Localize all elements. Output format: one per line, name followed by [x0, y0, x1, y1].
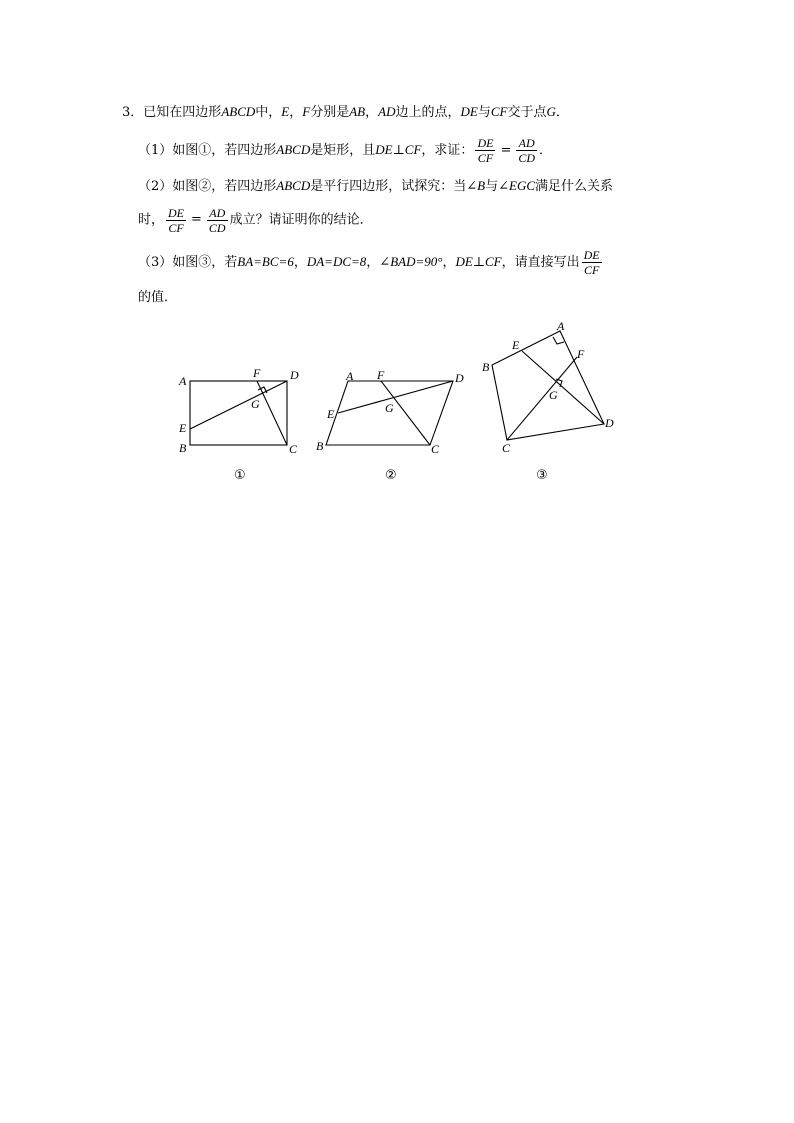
fig2-label-f: F	[377, 368, 385, 382]
fraction-ad-cd-2: $\frac{AD}{CD}$	[208, 205, 226, 235]
figure-3-right-angle-a	[553, 337, 564, 344]
geometry-figures	[0, 0, 794, 520]
part-3-line-1: （3）如图③，若BA=BC=6，DA=DC=8，∠BAD=90°，DE⊥CF，请直接写出 $\frac{DE}{CF}$	[138, 248, 600, 277]
fig1-label-g: G	[251, 397, 260, 411]
part-2-line-1: （2）如图②，若四边形ABCD是平行四边形，试探究：当∠B与∠EGC满足什么关系	[138, 178, 614, 194]
fig2-label-b: B	[316, 439, 324, 453]
fraction-ad-cd: $\frac{AD}{CD}$	[518, 136, 536, 165]
fig3-label-a: A	[557, 319, 565, 333]
figure-3-diagram	[492, 331, 604, 440]
figure-1-line-de	[190, 381, 287, 429]
figure-2-line-de	[338, 381, 453, 413]
fig1-label-b: B	[179, 441, 187, 455]
part-1: （1）如图①，若四边形ABCD是矩形，且DE⊥CF，求证： $\frac{DE}{CF}$ = $\frac{AD}{CD}$ ．	[138, 136, 553, 165]
figure-3-line-de	[522, 351, 604, 424]
fig2-label-c: C	[431, 442, 440, 456]
figure-3-caption: ③	[536, 468, 548, 483]
fig2-label-a: A	[346, 369, 354, 383]
fig1-label-a: A	[179, 374, 187, 388]
fig2-label-e: E	[327, 407, 335, 421]
figure-1-line-cf	[257, 381, 287, 445]
fig3-label-d: D	[605, 416, 614, 430]
fig3-label-g: G	[549, 388, 558, 402]
figure-1-caption: ①	[234, 468, 246, 483]
fraction-de-cf: $\frac{DE}{CF}$	[477, 136, 494, 165]
fig1-label-e: E	[179, 421, 187, 435]
figure-3-quadrilateral	[492, 331, 604, 440]
fig1-label-c: C	[289, 442, 298, 456]
fig3-label-c: C	[502, 441, 511, 455]
fig3-label-f: F	[577, 347, 585, 361]
fig3-label-e: E	[512, 338, 520, 352]
fraction-de-cf-3: $\frac{DE}{CF}$	[583, 248, 600, 277]
part-2-line-2: 时， $\frac{DE}{CF}$ = $\frac{AD}{CD}$ 成立？请证明你的结论．	[138, 205, 373, 235]
part-3-line-2: 的值．	[138, 290, 178, 305]
fig2-label-g: G	[385, 401, 394, 415]
figure-2-caption: ②	[385, 468, 397, 483]
problem-intro: 3．已知在四边形ABCD中，E，F分别是AB，AD边上的点，DE与CF交于点G．	[122, 104, 569, 120]
problem-number: 3	[122, 105, 131, 120]
figure-1-diagram	[190, 381, 287, 445]
fig1-label-d: D	[290, 368, 299, 382]
fig1-label-f: F	[253, 366, 261, 380]
fig2-label-d: D	[455, 371, 464, 385]
fig3-label-b: B	[482, 360, 490, 374]
fraction-de-cf-2: $\frac{DE}{CF}$	[168, 205, 185, 235]
